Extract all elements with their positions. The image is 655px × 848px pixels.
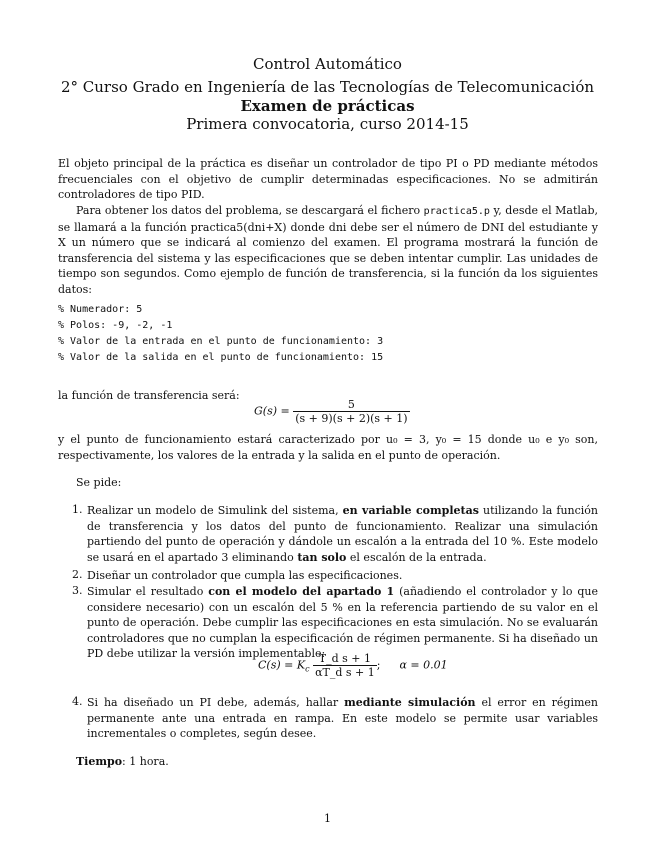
para2-after: y, desde el Matlab, se llamará a la función practica5(dni+X) donde dni debe ser el número de DNI del estudiante y X un número que se indicará al comienzo del examen. El programa mostrará la función de transferencia del sistema y las especificaciones que se deben intentar cumplir. Las unidades de tiempo son segundos. Como ejemplo de función de transferencia, si la función da los siguientes datos: xyxy=(58,204,599,296)
code-line-4: % Valor de la salida en el punto de funcionamiento: 15 xyxy=(58,352,384,363)
item-3 xyxy=(87,584,598,662)
tiempo-label: Tiempo xyxy=(76,755,123,768)
code-line-2: % Polos: -9, -2, -1 xyxy=(58,320,173,331)
item-1-text-e: el escalón de la entrada. xyxy=(349,550,487,564)
tf-fraction xyxy=(293,398,409,425)
intro-paragraph: El objeto principal de la práctica es diseñar un controlador de tipo PI o PD mediante métodos frecuenciales con el objetivo de cumplir determinadas especificaciones. No se admitirán controladores de tipo PID. xyxy=(58,157,598,201)
item-1-bold-b: en variable completas xyxy=(342,504,479,517)
pd-numerator: T_d s + 1 xyxy=(313,652,377,666)
code-line-3: % Valor de la entrada en el punto de funcionamiento: 3 xyxy=(58,336,384,347)
pd-lhs: C(s) = K xyxy=(258,658,306,672)
tiempo-value: : 1 hora. xyxy=(122,755,169,768)
item-1-number: 1. xyxy=(72,503,83,516)
course-title: Control Automático xyxy=(253,55,402,73)
tf-intro: la función de transferencia será: xyxy=(58,389,240,402)
para2-before: Para obtener los datos del problema, se descargará el fichero xyxy=(76,204,421,217)
item-1-text-c: utilizando la función de transferencia y los datos del punto de funcionamiento. Realizar una simulación partiendo del punto de operación y dándole un escalón a la entrada del 10 %. Este modelo se usará en el apartado 3 eliminando xyxy=(87,504,598,564)
item-3-bold-b: con el modelo del apartado 1 xyxy=(208,585,395,598)
file-name: practica5.p xyxy=(423,206,490,217)
transfer-function xyxy=(254,398,410,425)
item-3-text-a: Simular el resultado xyxy=(87,585,204,598)
pd-alpha: α = 0.01 xyxy=(399,658,448,672)
session-title: Primera convocatoria, curso 2014-15 xyxy=(186,115,469,133)
pd-lhs-sub: c xyxy=(305,664,310,674)
code-line-1: % Numerador: 5 xyxy=(58,304,143,315)
page-number: 1 xyxy=(324,812,331,825)
item-1-text-a: Realizar un modelo de Simulink del sistema, xyxy=(87,504,339,517)
item-4 xyxy=(87,695,598,742)
item-4-text-c: el error en régimen permanente ante una entrada en rampa. En este modelo se permite usar variables incrementales o completes, según desee. xyxy=(87,696,598,740)
item-1-bold-d: tan solo xyxy=(297,550,347,564)
item-3-number: 3. xyxy=(72,584,83,597)
degree-title: 2° Curso Grado en Ingeniería de las Tecnologías de Telecomunicación xyxy=(60,78,595,96)
pd-denominator: αT_d s + 1 xyxy=(315,666,375,679)
item-1 xyxy=(87,503,598,565)
item-3-text-c: (añadiendo el controlador y lo que considere necesario) con un escalón del 5 % en la referencia partiendo de su valor en el punto de operación. Debe cumplir las especificaciones en esta simulación. No se evaluarán controladores que no cumplan la especificación de régimen permanente. Si ha diseñado un PD debe utilizar la versión implementable: xyxy=(87,585,599,660)
tf-numerator: 5 xyxy=(293,398,409,412)
item-2-number: 2. xyxy=(72,568,83,581)
item-4-bold-b: mediante simulación xyxy=(344,696,476,709)
item-4-number: 4. xyxy=(72,695,83,708)
pd-fraction xyxy=(313,652,377,679)
operating-point-paragraph: y el punto de funcionamiento estará caracterizado por u₀ = 3, y₀ = 15 donde u₀ e y₀ son, respectivamente, los valores de la entrada y la salida en el punto de operación. xyxy=(58,433,598,462)
tf-lhs: G(s) = xyxy=(254,404,290,418)
tf-denominator: (s + 9)(s + 2)(s + 1) xyxy=(295,412,408,425)
instructions-paragraph xyxy=(58,203,598,297)
tiempo-line xyxy=(76,754,376,770)
item-4-text-a: Si ha diseñado un PI debe, además, hallar xyxy=(87,696,339,709)
exam-title: Examen de prácticas xyxy=(240,97,415,115)
item-2: Diseñar un controlador que cumpla las especificaciones. xyxy=(87,569,403,582)
pd-controller-formula: $C(s) = K_c$ $\frac{\text{T\_d s + 1}}{\text{αT\_d s + 1}}$ ; α = 0.01 xyxy=(258,652,448,679)
se-pide: Se pide: xyxy=(76,476,122,489)
